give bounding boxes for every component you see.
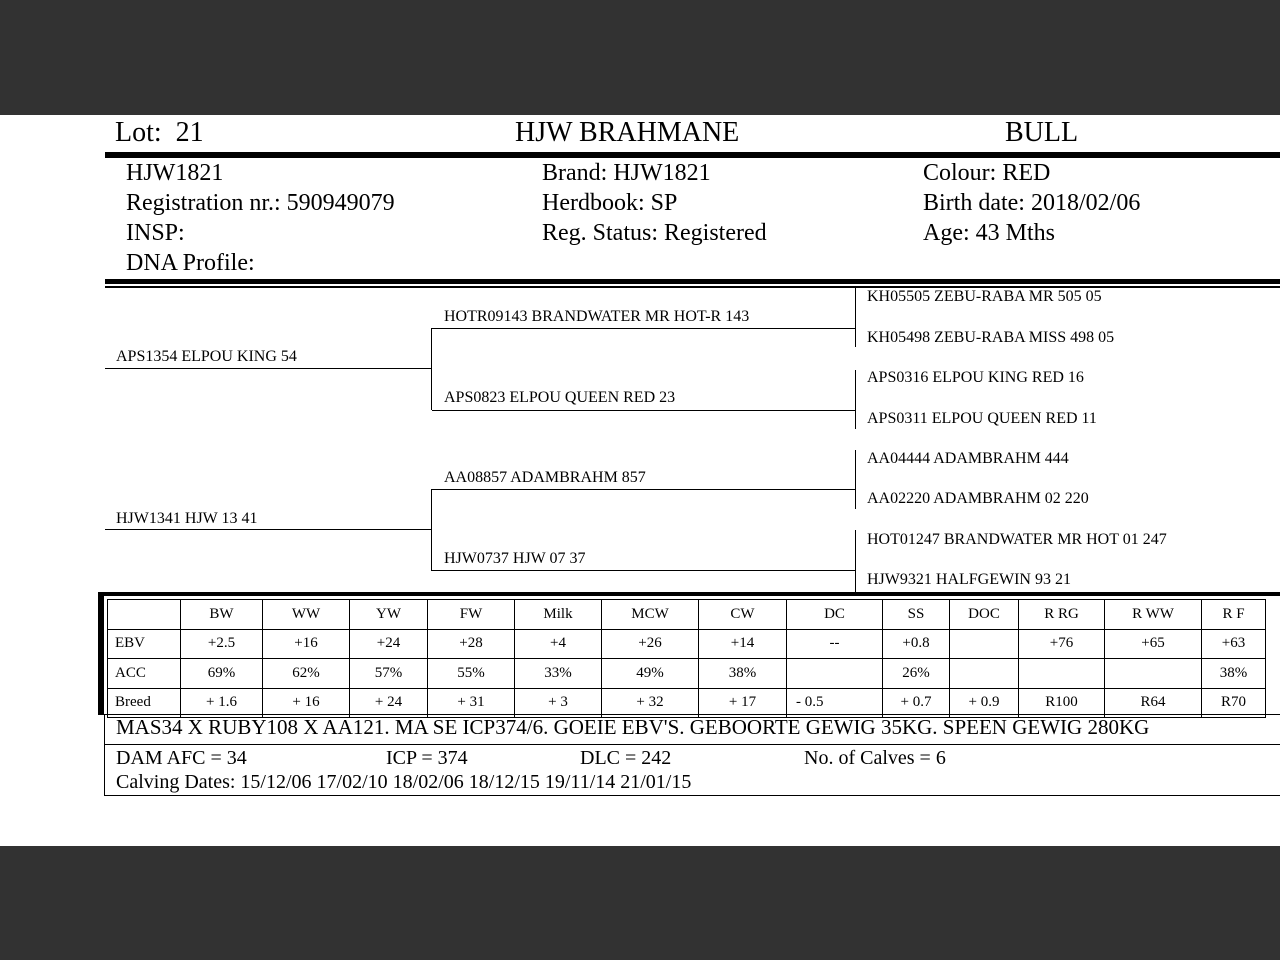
- pedigree-sire-dam: APS0823 ELPOU QUEEN RED 23: [444, 389, 676, 406]
- ebv-cell: +24: [350, 629, 428, 659]
- acc-row: [108, 659, 1266, 689]
- pedigree-dam-sire: AA08857 ADAMBRAHM 857: [444, 469, 646, 486]
- pedigree-ggp-8: HJW9321 HALFGEWIN 93 21: [867, 571, 1071, 588]
- acc-cell: [787, 659, 883, 689]
- ebv-cell: +14: [699, 629, 787, 659]
- info-divider: [105, 279, 1280, 284]
- pedigree-ggp-3: APS0316 ELPOU KING RED 16: [867, 369, 1084, 386]
- acc-cell: 55%: [428, 659, 515, 689]
- ebv-row: [108, 629, 1266, 659]
- acc-cell: [1019, 659, 1105, 689]
- ebv-header-cell: DOC: [950, 600, 1019, 630]
- ebv-top-border: [98, 592, 1280, 596]
- breed-cell: + 24: [350, 688, 428, 718]
- info-divider-thin: [105, 286, 1280, 288]
- ebv-cell: +26: [602, 629, 699, 659]
- pedigree-dam: HJW1341 HJW 13 41: [116, 510, 258, 527]
- ebv-header-cell: SS: [883, 600, 950, 630]
- ebv-header-cell: R WW: [1105, 600, 1202, 630]
- ebv-header-cell: MCW: [602, 600, 699, 630]
- remarks-left-border: [104, 714, 105, 796]
- ebv-cell: +63: [1202, 629, 1266, 659]
- remarks-bottom-border: [104, 795, 1280, 796]
- breed-name: HJW BRAHMANE: [515, 117, 740, 148]
- breed-cell: + 0.9: [950, 688, 1019, 718]
- acc-cell: 57%: [350, 659, 428, 689]
- breed-cell: + 1.6: [181, 688, 263, 718]
- ebv-cell: +28: [428, 629, 515, 659]
- reg-status: Reg. Status: Registered: [542, 220, 767, 246]
- pedigree-ggp-4: APS0311 ELPOU QUEEN RED 11: [867, 410, 1097, 427]
- pedigree-ggp-7: HOT01247 BRANDWATER MR HOT 01 247: [867, 531, 1167, 548]
- ebv-cell: +4: [515, 629, 602, 659]
- calving-dates: Calving Dates: 15/12/06 17/02/10 18/02/06 18/12/15 19/11/14 21/01/15: [116, 771, 692, 793]
- herdbook: Herdbook: SP: [542, 190, 678, 216]
- pedigree-ggp-6: AA02220 ADAMBRAHM 02 220: [867, 490, 1089, 507]
- age: Age: 43 Mths: [923, 220, 1055, 246]
- ebv-header-cell: [108, 600, 181, 630]
- ebv-cell: +76: [1019, 629, 1105, 659]
- ebv-header-cell: R RG: [1019, 600, 1105, 630]
- dam-calves: No. of Calves = 6: [804, 747, 946, 769]
- breed-row-label: Breed: [108, 688, 181, 718]
- breed-cell: + 17: [699, 688, 787, 718]
- pedigree-ggp-5: AA04444 ADAMBRAHM 444: [867, 450, 1069, 467]
- breed-cell: + 32: [602, 688, 699, 718]
- remarks: MAS34 X RUBY108 X AA121. MA SE ICP374/6. GOEIE EBV'S. GEBOORTE GEWIG 35KG. SPEEN GEWIG 280KG: [116, 715, 1150, 739]
- acc-cell: [1105, 659, 1202, 689]
- breed-cell: R70: [1202, 688, 1266, 718]
- acc-cell: 38%: [1202, 659, 1266, 689]
- sex: BULL: [1005, 117, 1079, 148]
- ebv-cell: +65: [1105, 629, 1202, 659]
- ebv-cell: +16: [263, 629, 350, 659]
- breed-cell: R64: [1105, 688, 1202, 718]
- registration-number: Registration nr.: 590949079: [126, 190, 395, 216]
- pedigree-sire-sire: HOTR09143 BRANDWATER MR HOT-R 143: [444, 308, 750, 325]
- animal-id: HJW1821: [126, 160, 224, 186]
- pedigree-dam-dam: HJW0737 HJW 07 37: [444, 550, 586, 567]
- ebv-cell: +2.5: [181, 629, 263, 659]
- lot-sheet: [0, 115, 1280, 846]
- breed-cell: R100: [1019, 688, 1105, 718]
- dam-afc: DAM AFC = 34: [116, 747, 247, 769]
- birth-date: Birth date: 2018/02/06: [923, 190, 1141, 216]
- title-divider: [105, 152, 1280, 158]
- acc-row-label: ACC: [108, 659, 181, 689]
- ebv-left-border: [98, 592, 104, 715]
- lot-number: [115, 117, 204, 149]
- ebv-header-cell: WW: [263, 600, 350, 630]
- pedigree-ggp-2: KH05498 ZEBU-RABA MISS 498 05: [867, 329, 1115, 346]
- acc-cell: 69%: [181, 659, 263, 689]
- ebv-cell: [950, 629, 1019, 659]
- brand: Brand: HJW1821: [542, 160, 711, 186]
- dna-profile: DNA Profile:: [126, 250, 255, 276]
- colour: Colour: RED: [923, 160, 1051, 186]
- ebv-header-cell: R F: [1202, 600, 1266, 630]
- breed-cell: - 0.5: [787, 688, 883, 718]
- acc-cell: 33%: [515, 659, 602, 689]
- breed-cell: + 0.7: [883, 688, 950, 718]
- ebv-header-cell: DC: [787, 600, 883, 630]
- pedigree-ggp-1: KH05505 ZEBU-RABA MR 505 05: [867, 288, 1102, 305]
- lot-label: Lot:: [115, 117, 162, 148]
- pedigree-sire: APS1354 ELPOU KING 54: [116, 348, 297, 365]
- acc-cell: 62%: [263, 659, 350, 689]
- ebv-cell: +0.8: [883, 629, 950, 659]
- lot-value: 21: [175, 117, 204, 148]
- breed-cell: + 31: [428, 688, 515, 718]
- remarks-divider: [104, 744, 1280, 745]
- breed-cell: + 3: [515, 688, 602, 718]
- insp: INSP:: [126, 220, 185, 246]
- breed-cell: + 16: [263, 688, 350, 718]
- dam-icp: ICP = 374: [386, 747, 468, 769]
- ebv-table: [107, 599, 1266, 718]
- acc-cell: [950, 659, 1019, 689]
- ebv-header-cell: FW: [428, 600, 515, 630]
- acc-cell: 26%: [883, 659, 950, 689]
- ebv-header-cell: CW: [699, 600, 787, 630]
- ebv-row-label: EBV: [108, 629, 181, 659]
- ebv-header-cell: BW: [181, 600, 263, 630]
- acc-cell: 49%: [602, 659, 699, 689]
- acc-cell: 38%: [699, 659, 787, 689]
- ebv-cell: --: [787, 629, 883, 659]
- dam-dlc: DLC = 242: [580, 747, 672, 769]
- ebv-header-cell: YW: [350, 600, 428, 630]
- ebv-header-cell: Milk: [515, 600, 602, 630]
- ebv-header-row: [108, 600, 1266, 630]
